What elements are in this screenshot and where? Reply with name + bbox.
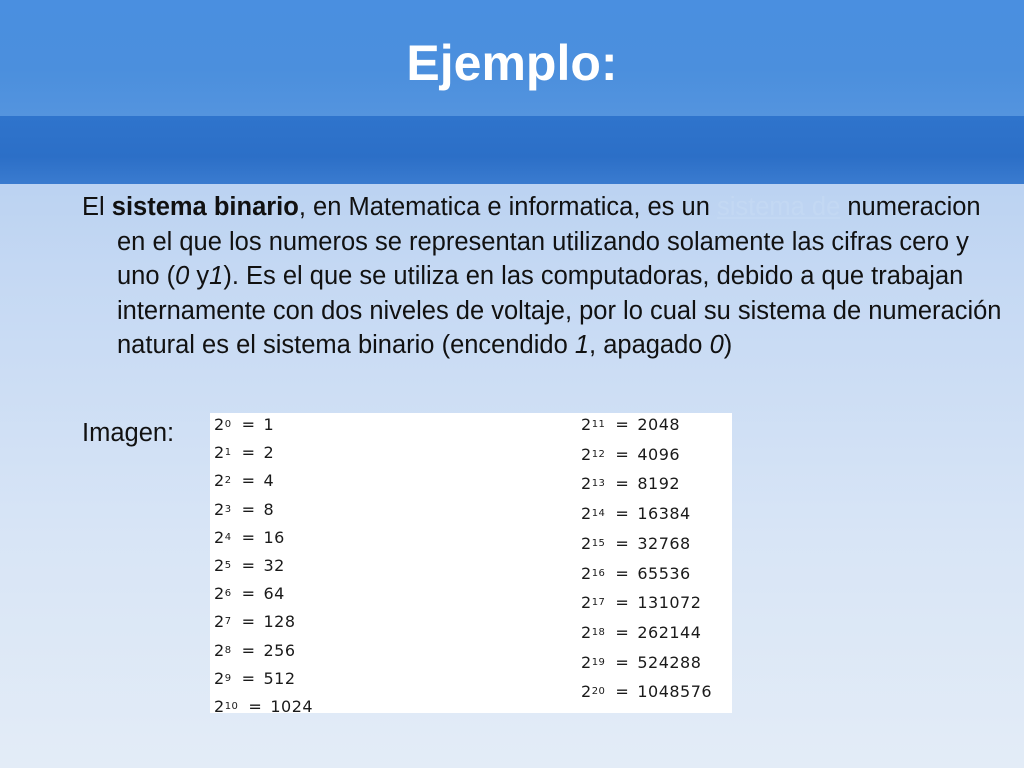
- power-base: 2: [214, 499, 225, 519]
- power-row: [581, 653, 701, 681]
- power-base: 2: [214, 556, 225, 575]
- power-value: 4: [263, 471, 275, 491]
- power-base: 2: [214, 584, 225, 604]
- equals-sign: =: [241, 527, 256, 547]
- equals-sign: =: [241, 556, 256, 575]
- power-base: 2: [581, 682, 592, 702]
- paragraph-text-5: , apagado: [589, 331, 710, 359]
- power-value: 512: [263, 668, 296, 688]
- power-row: [581, 474, 680, 502]
- power-row: [581, 564, 691, 592]
- power-value: 524288: [637, 652, 702, 672]
- power-row: [214, 669, 296, 697]
- power-base: 2: [581, 504, 592, 524]
- equals-sign: =: [241, 415, 256, 434]
- equals-sign: =: [241, 443, 256, 463]
- power-row: [214, 612, 296, 640]
- italic-apagado-value: 0: [709, 331, 724, 359]
- power-exponent: 2: [224, 475, 232, 487]
- power-row: [214, 556, 285, 584]
- equals-sign: =: [615, 563, 630, 583]
- slide-body: [82, 190, 1012, 363]
- power-base: 2: [581, 652, 592, 672]
- power-value: 8: [263, 499, 275, 519]
- power-value: 128: [263, 612, 296, 632]
- power-row: [214, 500, 274, 528]
- power-base: 2: [214, 443, 225, 463]
- power-exponent: 20: [591, 686, 606, 698]
- header-bottom-band: [0, 116, 1024, 184]
- sistema-de-link[interactable]: sistema de: [716, 193, 841, 221]
- power-value: 64: [263, 584, 285, 604]
- equals-sign: =: [615, 622, 630, 642]
- power-exponent: 3: [224, 503, 232, 515]
- power-base: 2: [214, 471, 225, 491]
- power-row: [581, 682, 712, 710]
- paragraph-text-4: ). Es el que se utiliza en las computadoras, debido a que trabajan internamente con dos niveles de voltaje, por lo cual su sistema de numeración natural es el sistema binario (encendido: [117, 262, 1002, 359]
- power-exponent: 12: [591, 448, 606, 460]
- power-value: 1: [263, 415, 275, 434]
- power-value: 131072: [637, 593, 702, 613]
- power-exponent: 14: [591, 508, 606, 520]
- equals-sign: =: [615, 533, 630, 553]
- equals-sign: =: [248, 697, 263, 716]
- equals-sign: =: [241, 584, 256, 604]
- power-row: [581, 445, 680, 473]
- slide-header: [0, 0, 1024, 184]
- power-base: 2: [581, 474, 592, 494]
- power-exponent: 18: [591, 626, 606, 638]
- slide-title: Ejemplo:: [406, 35, 618, 91]
- power-exponent: 11: [591, 419, 606, 430]
- paragraph-text-3: y: [189, 262, 210, 290]
- power-base: 2: [214, 640, 225, 660]
- power-row: [581, 415, 680, 443]
- power-exponent: 15: [591, 537, 606, 549]
- power-exponent: 0: [224, 419, 232, 430]
- paragraph-text-1: , en Matematica e informatica, es un: [298, 193, 717, 221]
- body-paragraph: [82, 190, 1012, 363]
- power-base: 2: [214, 697, 225, 716]
- equals-sign: =: [615, 474, 630, 494]
- power-exponent: 9: [224, 672, 232, 684]
- power-exponent: 10: [224, 701, 239, 712]
- italic-one: 1: [209, 262, 224, 290]
- equals-sign: =: [615, 504, 630, 524]
- power-exponent: 5: [224, 560, 232, 571]
- power-base: 2: [581, 563, 592, 583]
- equals-sign: =: [241, 612, 256, 632]
- power-exponent: 13: [591, 478, 606, 490]
- power-value: 2048: [637, 415, 681, 434]
- power-row: [214, 415, 274, 443]
- power-exponent: 16: [591, 567, 606, 579]
- power-value: 8192: [637, 474, 681, 494]
- power-base: 2: [581, 533, 592, 553]
- equals-sign: =: [615, 415, 630, 434]
- power-value: 1024: [270, 697, 314, 716]
- power-base: 2: [581, 444, 592, 464]
- power-value: 4096: [637, 444, 681, 464]
- power-exponent: 1: [224, 447, 232, 459]
- power-row: [214, 641, 296, 669]
- power-value: 16: [263, 527, 285, 547]
- equals-sign: =: [241, 471, 256, 491]
- power-base: 2: [214, 527, 225, 547]
- power-row: [581, 534, 691, 562]
- paragraph-prefix: El: [82, 193, 112, 221]
- power-exponent: 7: [224, 616, 232, 628]
- power-value: 16384: [637, 504, 691, 524]
- power-row: [581, 504, 691, 532]
- power-base: 2: [214, 612, 225, 632]
- power-value: 262144: [637, 622, 702, 642]
- italic-zero: 0: [175, 262, 190, 290]
- image-label: Imagen:: [82, 419, 175, 447]
- powers-of-two-image: [210, 413, 732, 716]
- bold-term: sistema binario: [111, 193, 299, 221]
- power-exponent: 6: [224, 588, 232, 600]
- power-value: 65536: [637, 563, 691, 583]
- power-base: 2: [214, 415, 225, 434]
- paragraph-text-2: numeracion en el que los numeros se representan utilizando solamente las cifras cero y uno (: [117, 193, 981, 290]
- power-row: [214, 584, 285, 612]
- equals-sign: =: [615, 593, 630, 613]
- power-base: 2: [581, 593, 592, 613]
- power-value: 2: [263, 443, 275, 463]
- paragraph-text-6: ): [723, 331, 733, 359]
- equals-sign: =: [615, 682, 630, 702]
- power-value: 256: [263, 640, 296, 660]
- equals-sign: =: [241, 640, 256, 660]
- equals-sign: =: [241, 668, 256, 688]
- power-exponent: 4: [224, 531, 232, 543]
- equals-sign: =: [615, 652, 630, 672]
- power-exponent: 19: [591, 656, 606, 668]
- equals-sign: =: [615, 444, 630, 464]
- power-value: 32: [263, 556, 285, 575]
- power-row: [581, 593, 701, 621]
- power-value: 32768: [637, 533, 691, 553]
- power-row: [214, 443, 274, 471]
- power-base: 2: [581, 415, 592, 434]
- power-row: [214, 528, 285, 556]
- italic-encendido-value: 1: [574, 331, 590, 359]
- power-value: 1048576: [637, 682, 713, 702]
- power-row: [581, 623, 701, 651]
- power-row: [214, 697, 313, 725]
- power-exponent: 8: [224, 644, 232, 656]
- power-base: 2: [214, 668, 225, 688]
- equals-sign: =: [241, 499, 256, 519]
- power-base: 2: [581, 622, 592, 642]
- power-exponent: 17: [591, 597, 606, 609]
- power-row: [214, 471, 274, 499]
